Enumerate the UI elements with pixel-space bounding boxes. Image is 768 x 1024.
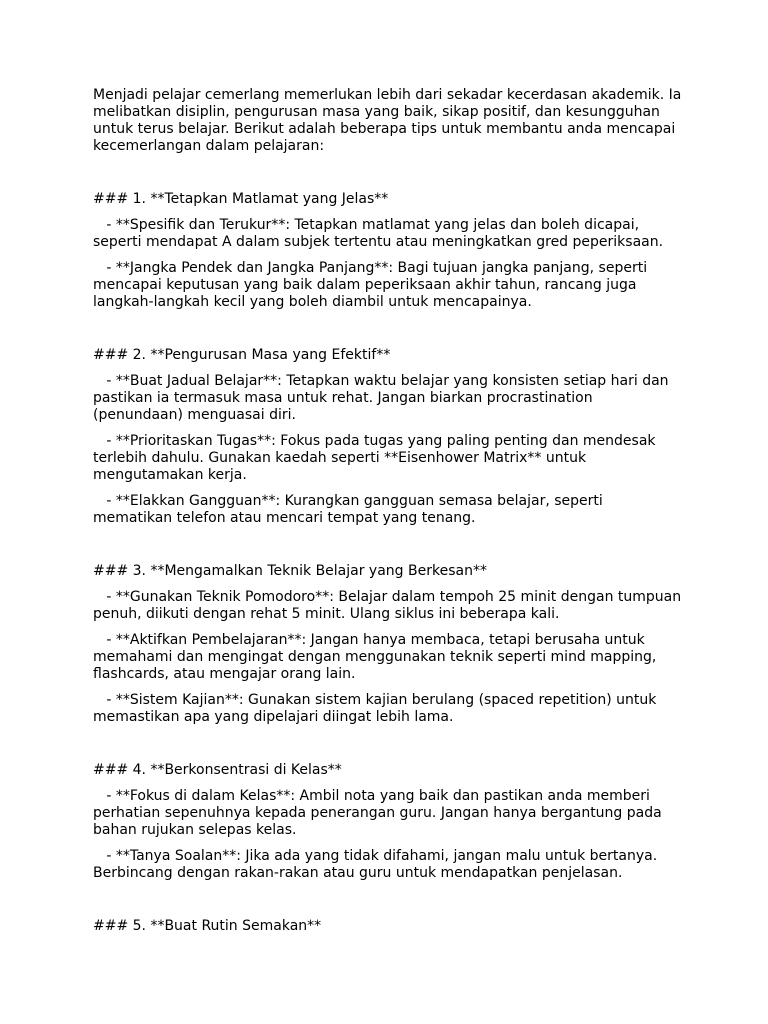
document-page bbox=[93, 87, 686, 944]
section-heading: ### 1. **Tetapkan Matlamat yang Jelas** bbox=[93, 191, 389, 207]
list-item: - **Sistem Kajian**: Gunakan sistem kajian berulang (spaced repetition) untuk memastikan apa yang dipelajari diingat lebih lama. bbox=[93, 692, 661, 725]
section-heading: ### 5. **Buat Rutin Semakan** bbox=[93, 918, 322, 934]
section-3 bbox=[93, 563, 686, 726]
list-item: - **Gunakan Teknik Pomodoro**: Belajar dalam tempoh 25 minit dengan tumpuan penuh, diikuti dengan rehat 5 minit. Ulang siklus ini beberapa kali. bbox=[93, 589, 686, 622]
list-item: - **Buat Jadual Belajar**: Tetapkan waktu belajar yang konsisten setiap hari dan pastikan ia termasuk masa untuk rehat. Jangan biarkan procrastination (penundaan) menguasai diri. bbox=[93, 373, 673, 423]
list-item: - **Spesifik dan Terukur**: Tetapkan matlamat yang jelas dan boleh dicapai, seperti mendapat A dalam subjek tertentu atau meningkatkan gred peperiksaan. bbox=[93, 217, 664, 250]
list-item: - **Fokus di dalam Kelas**: Ambil nota yang baik dan pastikan anda memberi perhatian sepenuhnya kepada penerangan guru. Jangan hanya bergantung pada bahan rujukan selepas kelas. bbox=[93, 788, 667, 838]
section-2 bbox=[93, 347, 683, 527]
section-5 bbox=[93, 918, 683, 935]
list-item: - **Tanya Soalan**: Jika ada yang tidak difahami, jangan malu untuk bertanya. Berbincang dengan rakan-rakan atau guru untuk mendapatkan penjelasan. bbox=[93, 848, 662, 881]
section-1 bbox=[93, 191, 683, 311]
list-item: - **Prioritaskan Tugas**: Fokus pada tugas yang paling penting dan mendesak terlebih dahulu. Gunakan kaedah seperti **Eisenhower Matrix** untuk mengutamakan kerja. bbox=[93, 433, 660, 483]
list-item: - **Aktifkan Pembelajaran**: Jangan hanya membaca, tetapi berusaha untuk memahami dan mengingat dengan menggunakan teknik seperti mind mapping, flashcards, atau mengajar orang lain. bbox=[93, 632, 661, 682]
list-item: - **Jangka Pendek dan Jangka Panjang**: Bagi tujuan jangka panjang, seperti mencapai keputusan yang baik dalam peperiksaan akhir tahun, rancang juga langkah-langkah kecil yang boleh diambil untuk mencapainya. bbox=[93, 260, 652, 310]
section-heading: ### 3. **Mengamalkan Teknik Belajar yang Berkesan** bbox=[93, 563, 487, 579]
section-heading: ### 4. **Berkonsentrasi di Kelas** bbox=[93, 762, 342, 778]
list-item: - **Elakkan Gangguan**: Kurangkan gangguan semasa belajar, seperti mematikan telefon atau mencari tempat yang tenang. bbox=[93, 493, 608, 526]
section-4 bbox=[93, 762, 683, 882]
intro-paragraph: Menjadi pelajar cemerlang memerlukan lebih dari sekadar kecerdasan akademik. Ia melibatkan disiplin, pengurusan masa yang baik, sikap positif, dan kesungguhan untuk terus belajar. Berikut adalah beberapa tips untuk membantu anda mencapai kecemerlangan dalam pelajaran: bbox=[93, 87, 686, 154]
section-heading: ### 2. **Pengurusan Masa yang Efektif** bbox=[93, 347, 391, 363]
